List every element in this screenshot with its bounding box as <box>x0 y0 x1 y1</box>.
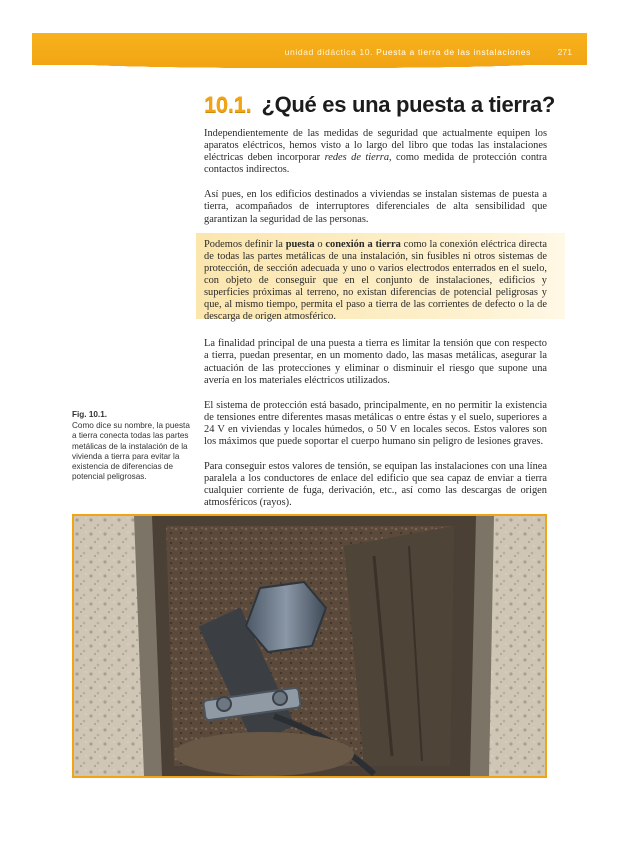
figure-caption-text: Como dice su nombre, la puesta a tierra conecta todas las partes metálicas de la instalación de la vivienda a tierra para evitar la existencia de diferencias de potencial peligrosas. <box>72 421 190 482</box>
paragraph-3-definition <box>204 239 547 324</box>
paragraph-2: Así pues, en los edificios destinados a viviendas se instalan sistemas de puesta a tierra, acompañados de interruptores diferenciales de alta sensibilidad que garantizan la seguridad de las personas. <box>204 189 547 225</box>
paragraph-3-or: o <box>314 238 326 250</box>
paragraph-4: La finalidad principal de una puesta a tierra es limitar la tensión que con respecto a tierra, puedan presentar, en un momento dado, las masas metálicas, asegurar la actuación de las protecciones y eliminar o disminuir el riesgo que supone una avería en los materiales eléctricos utilizados. <box>204 338 547 386</box>
unit-label: unidad didáctica 10. <box>284 47 374 57</box>
paragraph-1-emphasis: redes de tierra <box>324 152 390 164</box>
grounding-pit-photo <box>74 516 545 776</box>
unit-title: Puesta a tierra de las instalaciones <box>376 47 531 57</box>
paragraph-6: Para conseguir estos valores de tensión, se equipan las instalaciones con una línea paralela a los conductores de enlace del edificio que sea capaz de enviar a tierra cualquier corriente de fuga, derivación, etc., así como las descargas de origen atmosféricos (rayos). <box>204 461 547 509</box>
running-header <box>285 47 531 57</box>
paragraph-3-text-a: Podemos definir la <box>204 238 286 250</box>
paragraph-1-text-b: , como medida de protección contra contactos indirectos. <box>204 152 547 176</box>
section-title <box>204 92 555 118</box>
body-text <box>204 128 547 522</box>
paragraph-5: El sistema de protección está basado, principalmente, en no permitir la existencia de tensiones entre diferentes masas metálicas o entre éstas y el suelo, superiores a 24 V en viviendas y locales húmedos, o 50 V en locales secos. Estos valores son los máximos que puede soportar el cuerpo humano sin peligro de lesiones graves. <box>204 399 547 447</box>
term-conexion-a-tierra: conexión a tierra <box>325 238 401 250</box>
paragraph-1 <box>204 128 547 176</box>
paragraph-1-text-a: Independientemente de las medidas de seguridad que actualmente equipen los aparatos eléctricos, hemos visto a lo largo del libro que todas las instalaciones eléctricas deben incorporar <box>204 128 547 164</box>
figure-label: Fig. 10.1. <box>72 410 108 419</box>
term-puesta: puesta <box>285 238 315 250</box>
figure-photo-frame <box>72 514 547 778</box>
section-number: 10.1. <box>204 92 252 117</box>
section-heading: ¿Qué es una puesta a tierra? <box>261 92 556 117</box>
paragraph-3-text-c: como la conexión eléctrica directa de todas las partes metálicas de una instalación, sin fusibles ni otros sistemas de protección, de sección adecuada y uno o varios electrodos enterrados en el suelo, con objeto de conseguir que en el conjunto de instalaciones, edificios y superficies próximas al terreno, no existan diferencias de potencial peligrosas y que, al mismo tiempo, permita el paso a tierra de las corrientes de defecto o la de descarga de origen atmosférico. <box>204 238 548 323</box>
page-number: 271 <box>557 47 572 57</box>
figure-caption <box>72 410 190 482</box>
